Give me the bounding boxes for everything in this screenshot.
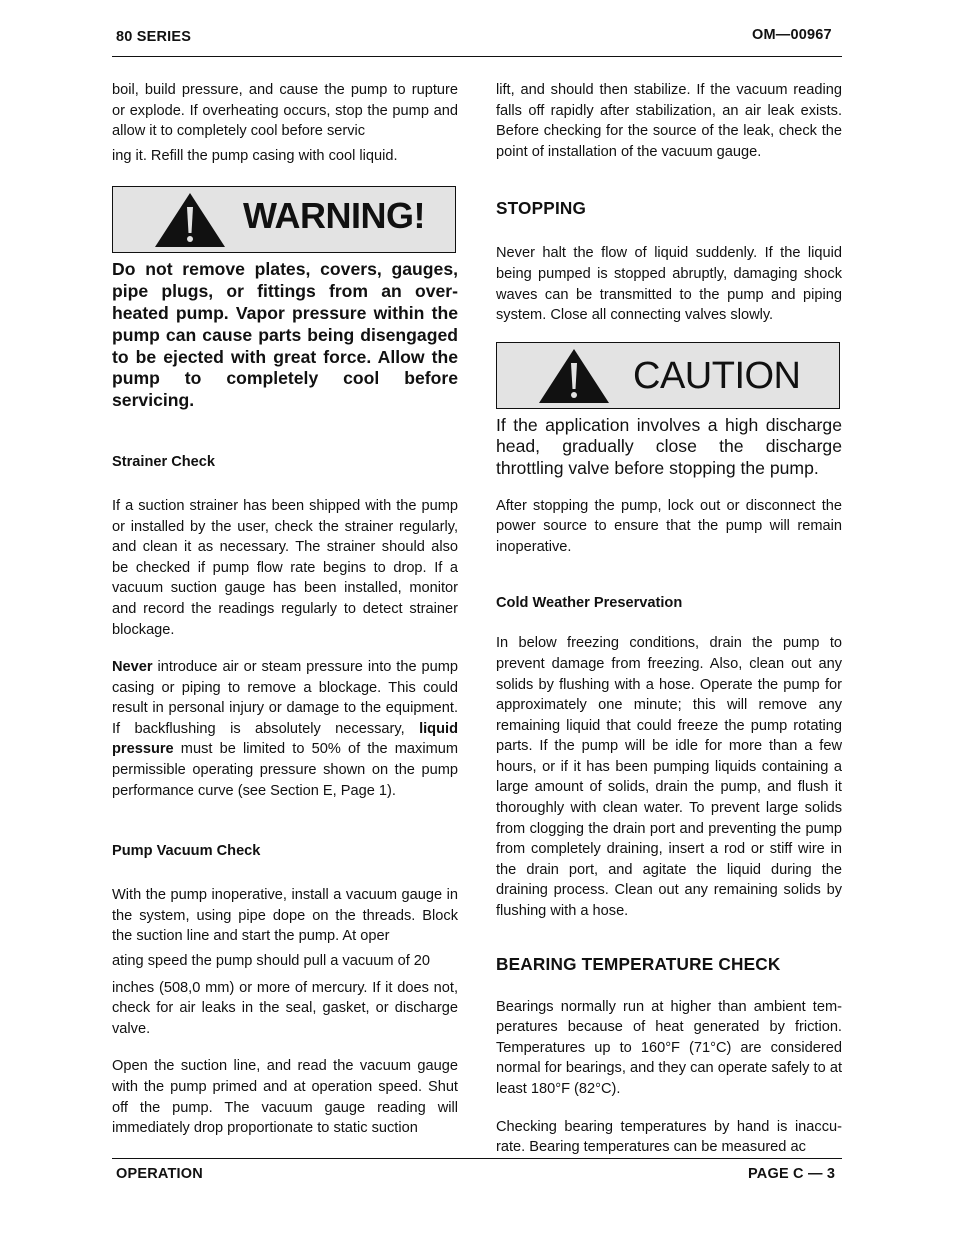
warning-text: Do not remove plates, covers, gauges, pipe plugs, or fittings from an overheated pump. Vapor pressure within the pump can cause parts being disengaged to be ejected with great force. Allow the pump to completely cool before servicing. [112, 259, 458, 411]
strainer-paragraph-1: If a suction strainer has been shipped with the pump or installed by the user, check the strainer regularly, and clean it as necessary. The strainer should also be checked if pump flow rate begins to drop. If a vacuum suction gauge has been installed, monitor and record the readings regularly to detect strainer blockage. [112, 497, 458, 638]
footer-page-number: PAGE C — 3 [748, 1166, 836, 1182]
caution-label: CAUTION [633, 354, 801, 397]
cold-weather-paragraph: In below freezing conditions, drain the pump to prevent damage from freezing. Also, clean out any solids by flushing with a hose. Operate the pump for approximately one minute; this will remove any remaining liquid that could freeze the pump rotating parts. If the pump will be idle for more than a few hours, or if it has been pumping liquids containing a large amount of solids, drain the pump, and flush it thoroughly with clean water. To prevent large solids from clogging the drain port and preventing the pump from completely draining, insert a rod or stiff wire in the drain port, and agitate the liquid during the draining process. Clean out any remaining solids by flushing with a hose. [496, 635, 842, 920]
bearing-paragraph-2: Checking bearing temperatures by hand is inaccurate. Bearing temperatures can be measured ac [496, 1118, 842, 1156]
left-column [112, 80, 458, 1156]
caution-box [496, 342, 840, 409]
vacuum-paragraph-1c: inches (508,0 mm) or more of mercury. If it does not, check for air leaks in the seal, gasket, or discharge valve. [112, 979, 458, 1037]
header-series: 80 SERIES [116, 29, 192, 45]
footer-section: OPERATION [116, 1166, 203, 1182]
strainer-paragraph-2-b: must be limited to 50% of the maximum permissible operating pressure shown on the pump performance curve (see Section E, Page 1). [112, 741, 458, 799]
footer-rule [112, 1158, 842, 1159]
strainer-paragraph-2 [112, 657, 458, 801]
intro-paragraph: boil, build pressure, and cause the pump to rupture or explode. If overheating occurs, stop the pump and allow it to completely cool before servic [112, 82, 458, 140]
warning-label: WARNING! [243, 195, 425, 237]
caution-triangle-icon [537, 347, 611, 405]
warning-box [112, 186, 456, 253]
strainer-check-heading: Strainer Check [112, 453, 216, 470]
bearing-paragraph-1: Bearings normally run at higher than ambient temperatures because of heat generated by friction. Temperatures up to 160°F (71°C) are considered normal for bearings, and they can operate safely to at least 180°F (82°C). [496, 998, 842, 1097]
stopping-paragraph-2: After stopping the pump, lock out or disconnect the power source to ensure that the pump will remain inoperative. [496, 497, 842, 555]
never-emphasis: Never [112, 659, 153, 676]
header-rule [112, 56, 842, 57]
cold-weather-heading: Cold Weather Preservation [496, 595, 683, 612]
caution-text: If the application involves a high discharge head, gradually close the discharge throttling valve before stopping the pump. [496, 414, 842, 478]
pump-vacuum-check-heading: Pump Vacuum Check [112, 843, 261, 860]
right-column [496, 80, 842, 1175]
bearing-temperature-heading: BEARING TEMPERATURE CHECK [496, 953, 781, 974]
vacuum-paragraph-1a: With the pump inoperative, install a vacuum gauge in the system, using pipe dope on the threads. Block the suction line and start the pump. At oper [112, 887, 458, 945]
vacuum-paragraph-2: Open the suction line, and read the vacuum gauge with the pump primed and at operation speed. Shut off the pump. The vacuum gauge reading will immediately drop proportionate to static suction [112, 1058, 458, 1137]
vacuum-continued-paragraph: lift, and should then stabilize. If the vacuum reading falls off rapidly after stabilization, an air leak exists. Before checking for the source of the leak, check the point of installation of the vacuum gauge. [496, 82, 842, 160]
liquid-pressure-emphasis: liquid pressure [112, 720, 458, 758]
stopping-heading: STOPPING [496, 198, 587, 219]
vacuum-paragraph-1b: ating speed the pump should pull a vacuum of 20 [112, 953, 431, 970]
stopping-paragraph-1: Never halt the flow of liquid suddenly. If the liquid being pumped is stopped abruptly, damaging shock waves can be transmitted to the pump and piping system. Close all connecting valves slowly. [496, 245, 842, 324]
strainer-paragraph-2-a: introduce air or steam pressure into the pump casing or piping to remove a blockage. This could result in personal injury or damage to the equipment. If backflushing is absolutely necessary, [112, 659, 458, 737]
intro-paragraph-end: ing it. Refill the pump casing with cool liquid. [112, 147, 398, 164]
warning-triangle-icon [153, 191, 227, 249]
header-doc-number: OM—00967 [752, 27, 832, 43]
